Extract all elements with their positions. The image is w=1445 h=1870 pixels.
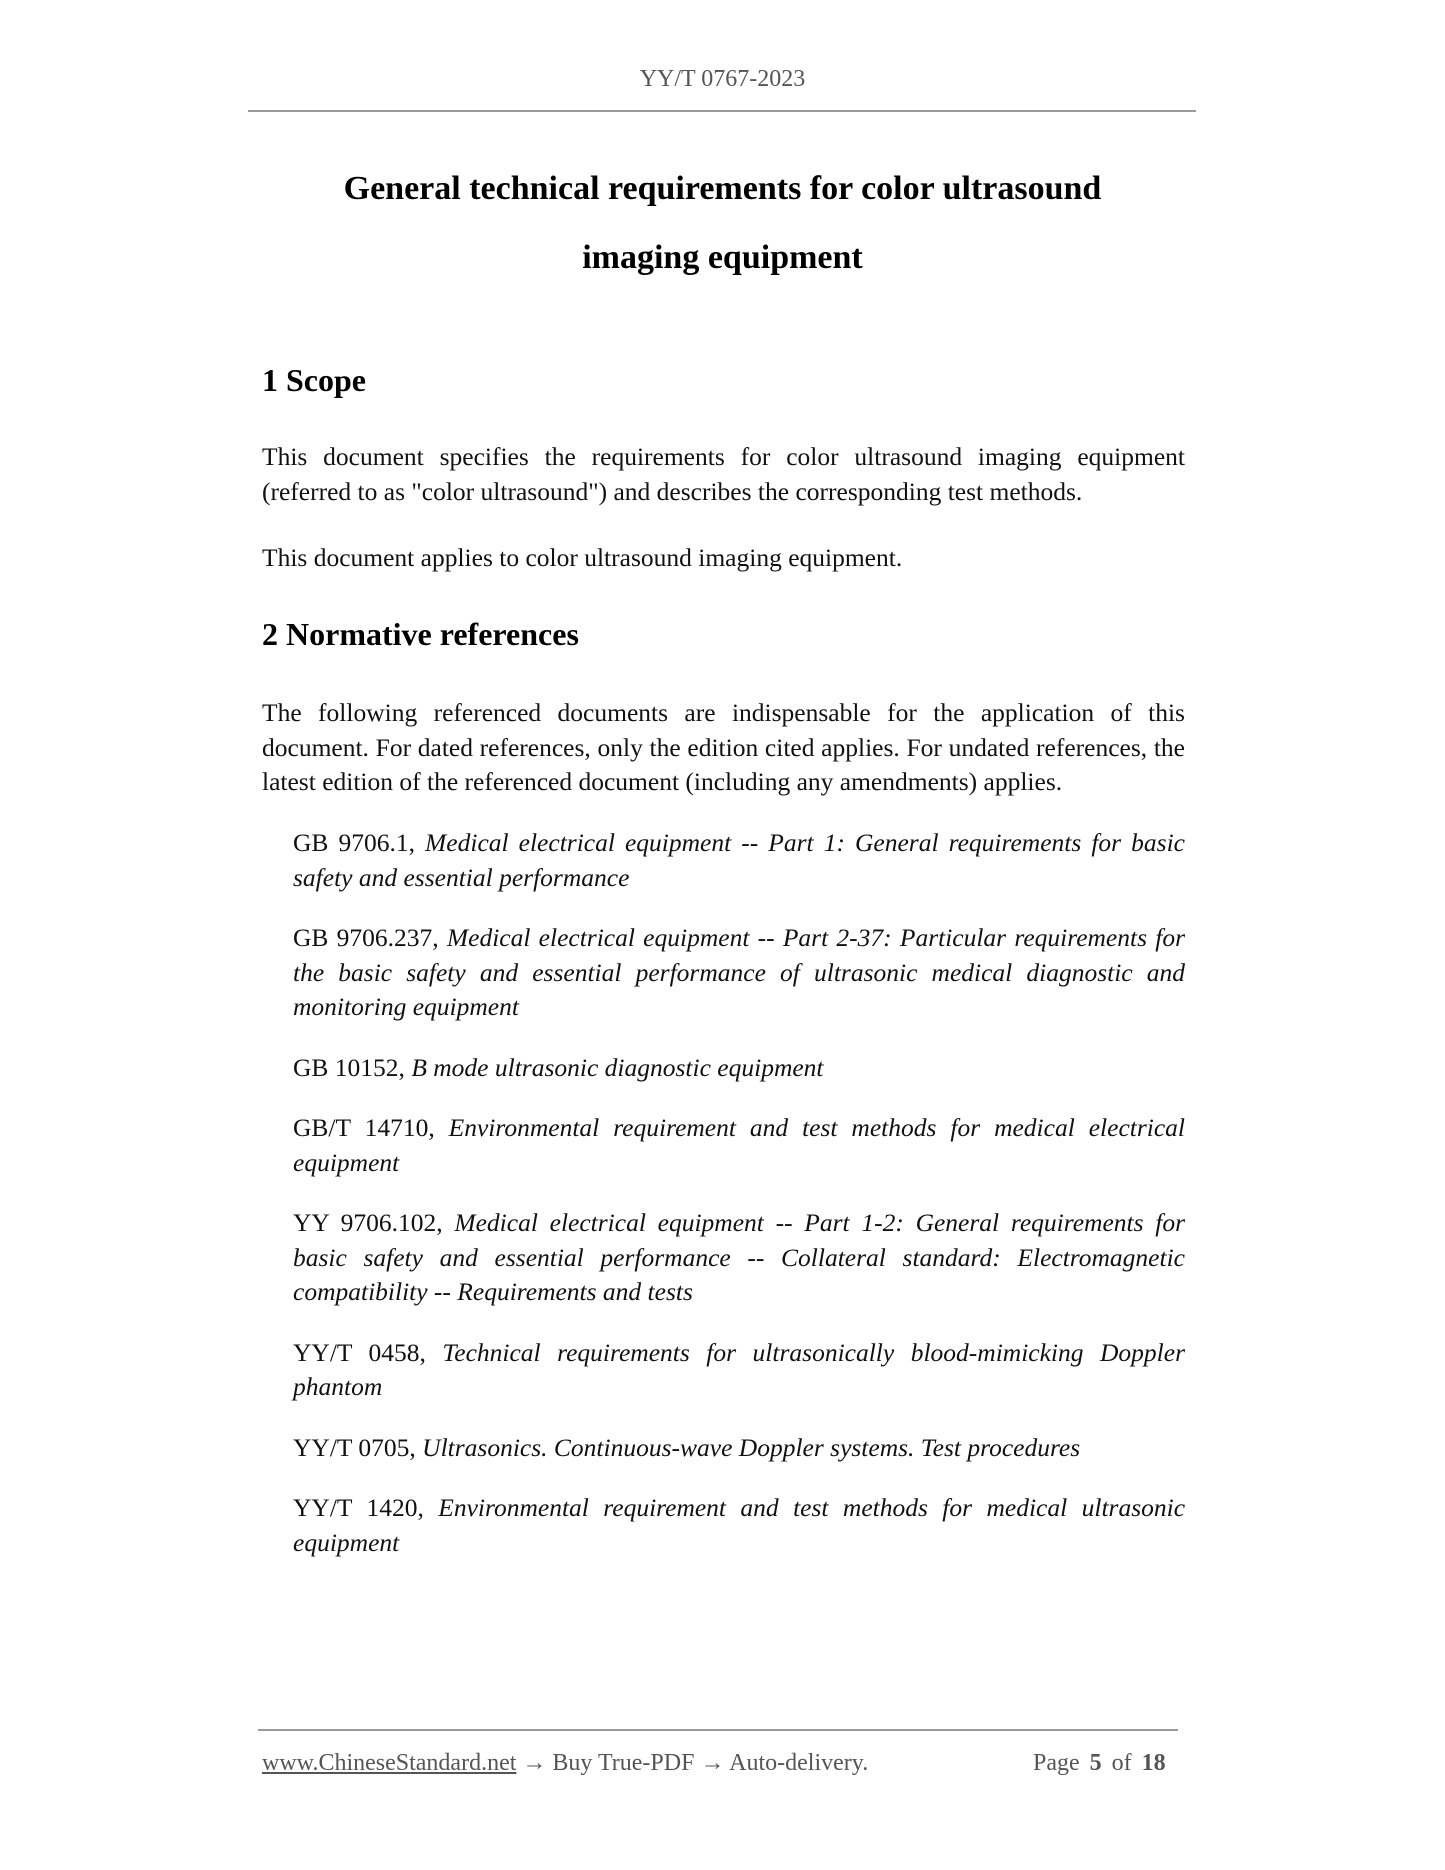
reference-item bbox=[293, 1336, 1185, 1405]
scope-paragraph-2: This document applies to color ultrasound imaging equipment. bbox=[262, 543, 903, 572]
footer-step-buy: Buy True-PDF bbox=[552, 1750, 695, 1776]
standard-code: YY/T 0767-2023 bbox=[639, 66, 806, 92]
reference-code: YY/T 0458, bbox=[293, 1337, 426, 1367]
reference-title: B mode ultrasonic diagnostic equipment bbox=[411, 1052, 824, 1082]
reference-item bbox=[293, 1431, 1185, 1466]
reference-code: GB 9706.237, bbox=[293, 923, 439, 952]
reference-item bbox=[293, 826, 1185, 895]
page-current: 5 bbox=[1089, 1750, 1102, 1776]
reference-title: Environmental requirement and test methods for medical ultrasonic equipment bbox=[293, 1493, 1186, 1557]
reference-title: Medical electrical equipment -- Part 1-2: General requirements for basic safety and essential performance -- Collateral standard: Electromagnetic compatibility -- Requirements and tests bbox=[293, 1208, 1186, 1306]
title-line-1: General technical requirements for color ultrasound bbox=[343, 170, 1102, 207]
reference-title: Ultrasonics. Continuous-wave Doppler systems. Test procedures bbox=[422, 1432, 1081, 1462]
header-divider bbox=[248, 110, 1196, 112]
page-label: Page bbox=[1033, 1750, 1080, 1776]
reference-item bbox=[293, 1111, 1185, 1180]
arrow-right-icon: → bbox=[522, 1750, 547, 1776]
scope-paragraph-1: This document specifies the requirements for color ultrasound imaging equipment (referred to as "color ultrasound") and describes the corresponding test methods. bbox=[262, 442, 1185, 506]
title-line-2: imaging equipment bbox=[582, 239, 863, 276]
section-heading-normative-references: 2 Normative references bbox=[262, 616, 579, 652]
footer-promo bbox=[262, 1748, 868, 1778]
running-header bbox=[0, 64, 1445, 94]
reference-code: GB 9706.1, bbox=[293, 828, 415, 857]
footer-step-delivery: Auto-delivery. bbox=[729, 1750, 869, 1776]
page-total: 18 bbox=[1141, 1750, 1166, 1776]
reference-code: YY/T 0705, bbox=[293, 1432, 416, 1462]
normative-references-intro: The following referenced documents are indispensable for the application of this document. For dated references, only the edition cited applies. For undated references, the latest edition of the referenced document (including any amendments) applies. bbox=[262, 698, 1185, 796]
reference-title: Medical electrical equipment -- Part 1: General requirements for basic safety and essential performance bbox=[293, 828, 1185, 892]
document-title bbox=[0, 154, 1445, 292]
reference-list bbox=[293, 826, 1185, 1586]
reference-title: Environmental requirement and test methods for medical electrical equipment bbox=[293, 1113, 1186, 1177]
section-heading-scope: 1 Scope bbox=[262, 362, 366, 398]
reference-code: YY/T 1420, bbox=[293, 1493, 424, 1522]
footer-divider bbox=[258, 1729, 1178, 1731]
page-of-label: of bbox=[1111, 1750, 1132, 1776]
reference-title: Medical electrical equipment -- Part 2-37: Particular requirements for the basic safety and essential performance of ultrasonic medical diagnostic and monitoring equipment bbox=[293, 923, 1185, 1021]
reference-item bbox=[293, 1491, 1185, 1560]
reference-item bbox=[293, 1206, 1185, 1310]
reference-code: GB 10152, bbox=[293, 1052, 405, 1082]
reference-code: YY 9706.102, bbox=[293, 1208, 443, 1237]
reference-title: Technical requirements for ultrasonically blood-mimicking Doppler phantom bbox=[293, 1337, 1185, 1401]
reference-item bbox=[293, 921, 1185, 1025]
chinesestandard-link[interactable]: www.ChineseStandard.net bbox=[262, 1750, 517, 1776]
page-indicator bbox=[1033, 1748, 1166, 1778]
arrow-right-icon: → bbox=[700, 1750, 725, 1776]
reference-code: GB/T 14710, bbox=[293, 1113, 435, 1142]
reference-item bbox=[293, 1051, 1185, 1086]
